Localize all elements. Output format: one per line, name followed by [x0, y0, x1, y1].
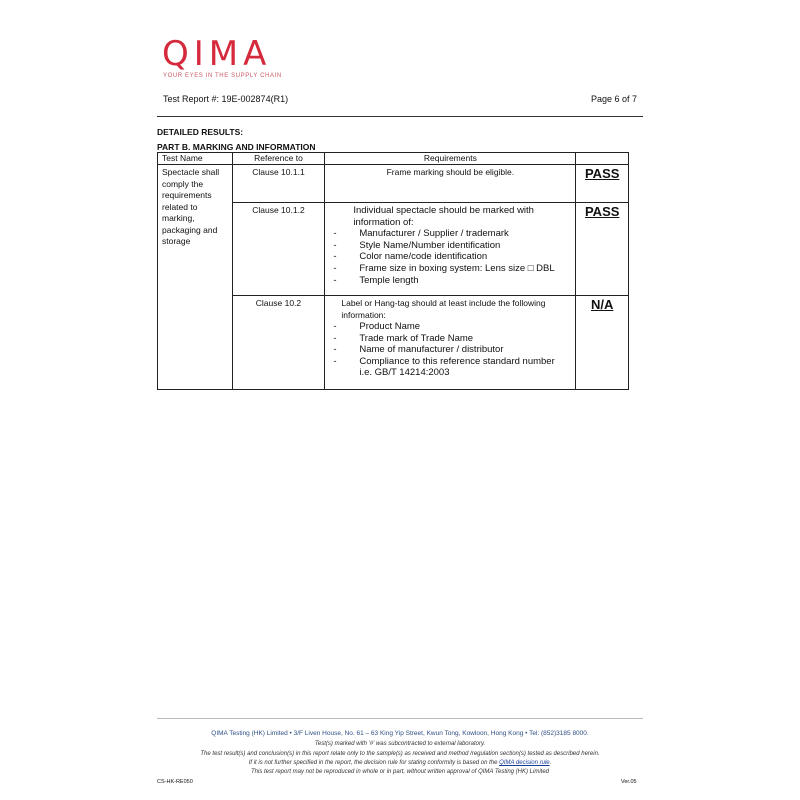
decision-rule-suffix: . — [549, 760, 552, 766]
table-row — [158, 165, 629, 203]
footer-subcontract-note: Test(s) marked with '#' was subcontracted to external laboratory. — [314, 741, 486, 747]
requirement-text: Frame marking should be eligible. — [386, 167, 515, 177]
requirement-list — [331, 228, 569, 286]
requirement-cell — [325, 203, 576, 296]
header-result — [576, 153, 629, 165]
header-reference: Reference to — [232, 153, 325, 165]
result-verdict: PASS — [584, 166, 620, 181]
list-item: - Temple length — [331, 275, 569, 287]
section-title: DETAILED RESULTS: — [157, 127, 244, 137]
logo-tagline: YOUR EYES IN THE SUPPLY CHAIN — [163, 73, 282, 79]
list-item: - Product Name — [331, 321, 569, 333]
footer-divider — [157, 718, 643, 719]
list-item: - Color name/code identification — [331, 251, 569, 263]
document-page — [118, 0, 682, 800]
requirement-cell — [325, 296, 576, 390]
result-cell — [576, 296, 629, 390]
header-divider — [157, 116, 643, 117]
page-number: Page 6 of 7 — [591, 94, 638, 104]
footer-address: QIMA Testing (HK) Limited • 3/F Liven House, No. 61 – 63 King Yip Street, Kwun Tong, Kowloon, Hong Kong • Tel: (852)3185 8000. — [211, 730, 589, 737]
report-number: Test Report #: 19E-002874(R1) — [163, 94, 289, 104]
requirement-cell — [325, 165, 576, 203]
footer-reproduction-note: This test report may not be reproduced in whole or in part, without written approval of QIMA Testing (HK) Limited — [250, 769, 550, 775]
list-item: - Name of manufacturer / distributor — [331, 344, 569, 356]
decision-rule-prefix: If it is not further specified in the report, the decision rule for stating conformity is based on the — [248, 760, 500, 766]
result-cell — [576, 203, 629, 296]
part-title: PART B. MARKING AND INFORMATION — [157, 142, 316, 152]
requirement-text: Individual spectacle should be marked with information of: — [353, 205, 534, 228]
table-header-row — [158, 153, 629, 165]
footer-decision-rule-note — [140, 760, 660, 766]
result-cell — [576, 165, 629, 203]
list-item: - Trade mark of Trade Name — [331, 333, 569, 345]
reference-cell: Clause 10.2 — [232, 296, 325, 390]
form-code: CS-HK-RE050 — [157, 779, 193, 785]
requirement-text: Label or Hang-tag should at least include the following information: — [341, 298, 546, 320]
result-verdict: PASS — [584, 204, 620, 219]
header-requirements: Requirements — [325, 153, 576, 165]
footer-result-scope-note: The test result(s) and conclusion(s) in this report relate only to the sample(s) as received and method /regulation section(s) tested as described herein. — [200, 751, 600, 757]
list-item: - Style Name/Number identification — [331, 240, 569, 252]
decision-rule-link[interactable]: QIMA decision rule — [499, 760, 550, 766]
results-table — [157, 152, 629, 390]
reference-cell: Clause 10.1.2 — [232, 203, 325, 296]
form-version: Ver.05 — [621, 779, 637, 785]
result-verdict: N/A — [590, 297, 614, 312]
test-name-cell: Spectacle shall comply the requirements related to marking, packaging and storage — [158, 165, 233, 390]
list-item: - Manufacturer / Supplier / trademark — [331, 228, 569, 240]
list-item: - Frame size in boxing system: Lens size □ DBL — [331, 263, 569, 275]
list-item: - Compliance to this reference standard number i.e. GB/T 14214:2003 — [331, 356, 569, 379]
requirement-list — [331, 321, 569, 379]
reference-cell: Clause 10.1.1 — [232, 165, 325, 203]
qima-logo: QIMA — [162, 34, 272, 74]
header-test-name: Test Name — [158, 153, 233, 165]
